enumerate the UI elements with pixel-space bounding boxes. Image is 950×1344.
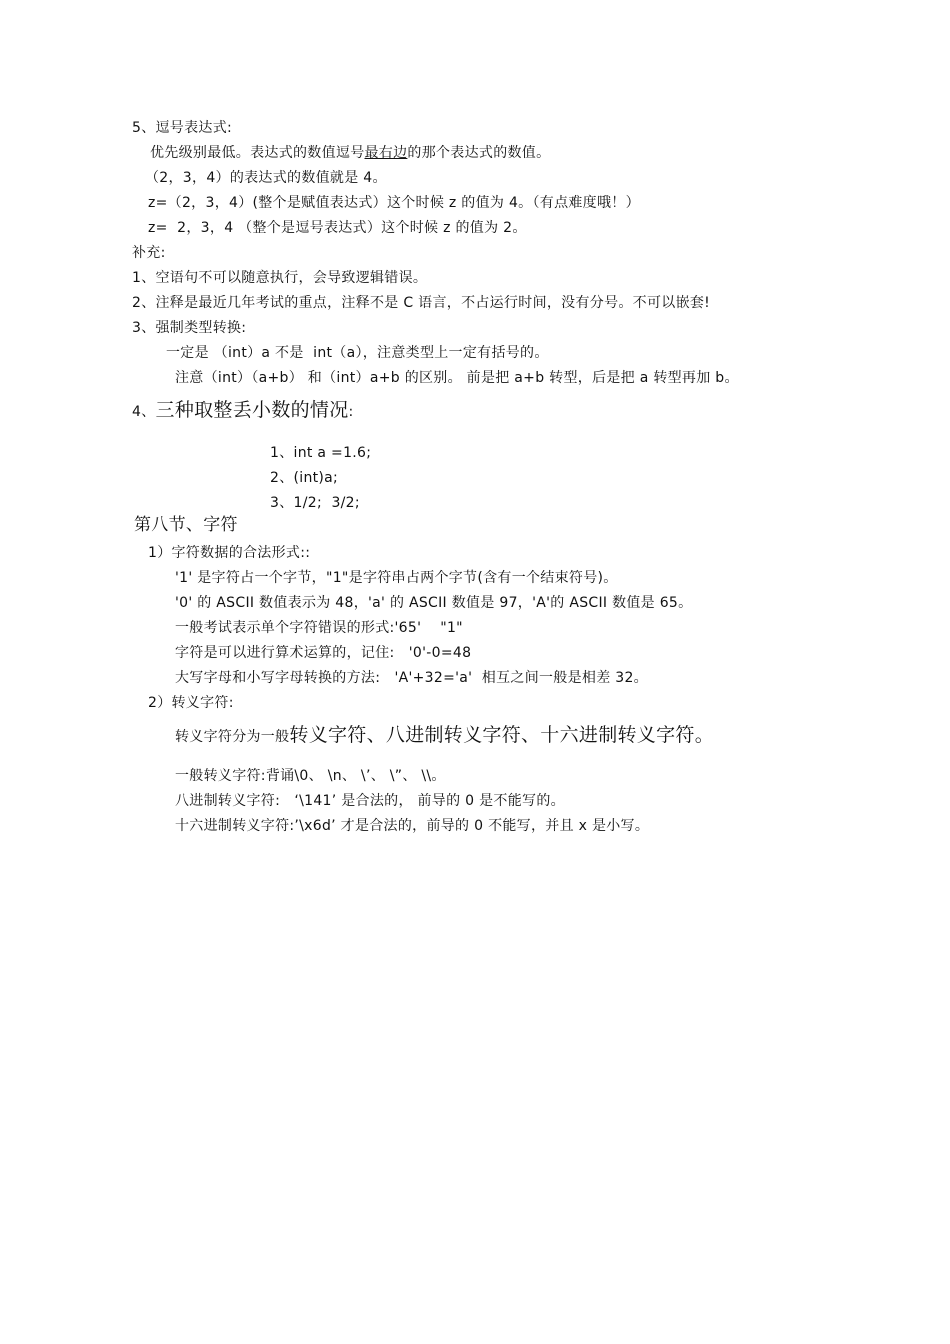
section4-title-line [132, 401, 354, 421]
section5-example1: （2，3，4）的表达式的数值就是 4。 [145, 170, 387, 186]
section8-sub2-line3: 十六进制转义字符:’\x6d’ 才是合法的，前导的 0 不能写，并且 x 是小写。 [175, 818, 650, 834]
supplement-item3-line1: 一定是 （int）a 不是 int（a），注意类型上一定有括号的。 [166, 345, 549, 361]
section5-priority-line [150, 144, 550, 162]
section4-case2: 2、(int)a; [270, 470, 339, 486]
section8-sub2-line1: 一般转义字符:背诵\0、 \n、 \’、 \”、 \\。 [175, 768, 446, 784]
section4-title-suffix: : [348, 404, 354, 420]
supplement-item2: 2、注释是最近几年考试的重点，注释不是 C 语言，不占运行时间，没有分号。不可以嵌套! [132, 295, 711, 311]
supplement-item3-line2: 注意（int）（a+b） 和（int）a+b 的区别。 前是把 a+b 转型，后是把 a 转型再加 b。 [175, 370, 739, 386]
section8-sub1-title: 1）字符数据的合法形式:: [148, 545, 311, 561]
section8-sub1-line2: '0' 的 ASCII 数值表示为 48，'a' 的 ASCII 数值是 97，'A'的 ASCII 数值是 65。 [175, 595, 693, 611]
section5-example2: z=（2，3，4）(整个是赋值表达式）这个时候 z 的值为 4。（有点难度哦！） [148, 195, 640, 211]
section8-sub2-intro [175, 726, 714, 746]
supplement-item1: 1、空语句不可以随意执行，会导致逻辑错误。 [132, 270, 428, 286]
section8-title: 第八节、字符 [134, 515, 238, 535]
section5-priority-post: 的那个表达式的数值。 [407, 145, 551, 161]
section5-example3: z= 2，3，4 （整个是逗号表达式）这个时候 z 的值为 2。 [148, 220, 527, 236]
section4-case1: 1、int a =1.6; [270, 445, 372, 461]
section8-sub2-title: 2）转义字符: [148, 695, 234, 711]
section8-sub2-intro-small: 转义字符分为一般 [175, 729, 290, 745]
section8-sub1-line1: '1' 是字符占一个字节，"1"是字符串占两个字节(含有一个结束符号)。 [175, 570, 618, 586]
section8-sub2-intro-big: 转义字符、八进制转义字符、十六进制转义字符。 [289, 724, 715, 746]
section4-title: 三种取整丢小数的情况 [155, 399, 349, 421]
section8-sub1-line5: 大写字母和小写字母转换的方法: 'A'+32='a' 相互之间一般是相差 32。 [175, 670, 648, 686]
supplement-item3: 3、强制类型转换: [132, 320, 247, 336]
section8-sub2-line2: 八进制转义字符: ‘\141’ 是合法的， 前导的 0 是不能写的。 [175, 793, 565, 809]
section5-priority-underline: 最右边 [364, 145, 408, 161]
section5-title: 5、逗号表达式: [132, 120, 233, 136]
section4-number: 4、 [132, 404, 156, 420]
section4-case3: 3、1/2; 3/2; [270, 495, 360, 511]
section8-sub1-line3: 一般考试表示单个字符错误的形式:'65' "1" [175, 620, 463, 636]
section8-sub1-line4: 字符是可以进行算术运算的，记住: '0'-0=48 [175, 645, 472, 661]
section5-priority-pre: 优先级别最低。表达式的数值逗号 [150, 145, 365, 161]
supplement-title: 补充: [132, 245, 166, 261]
